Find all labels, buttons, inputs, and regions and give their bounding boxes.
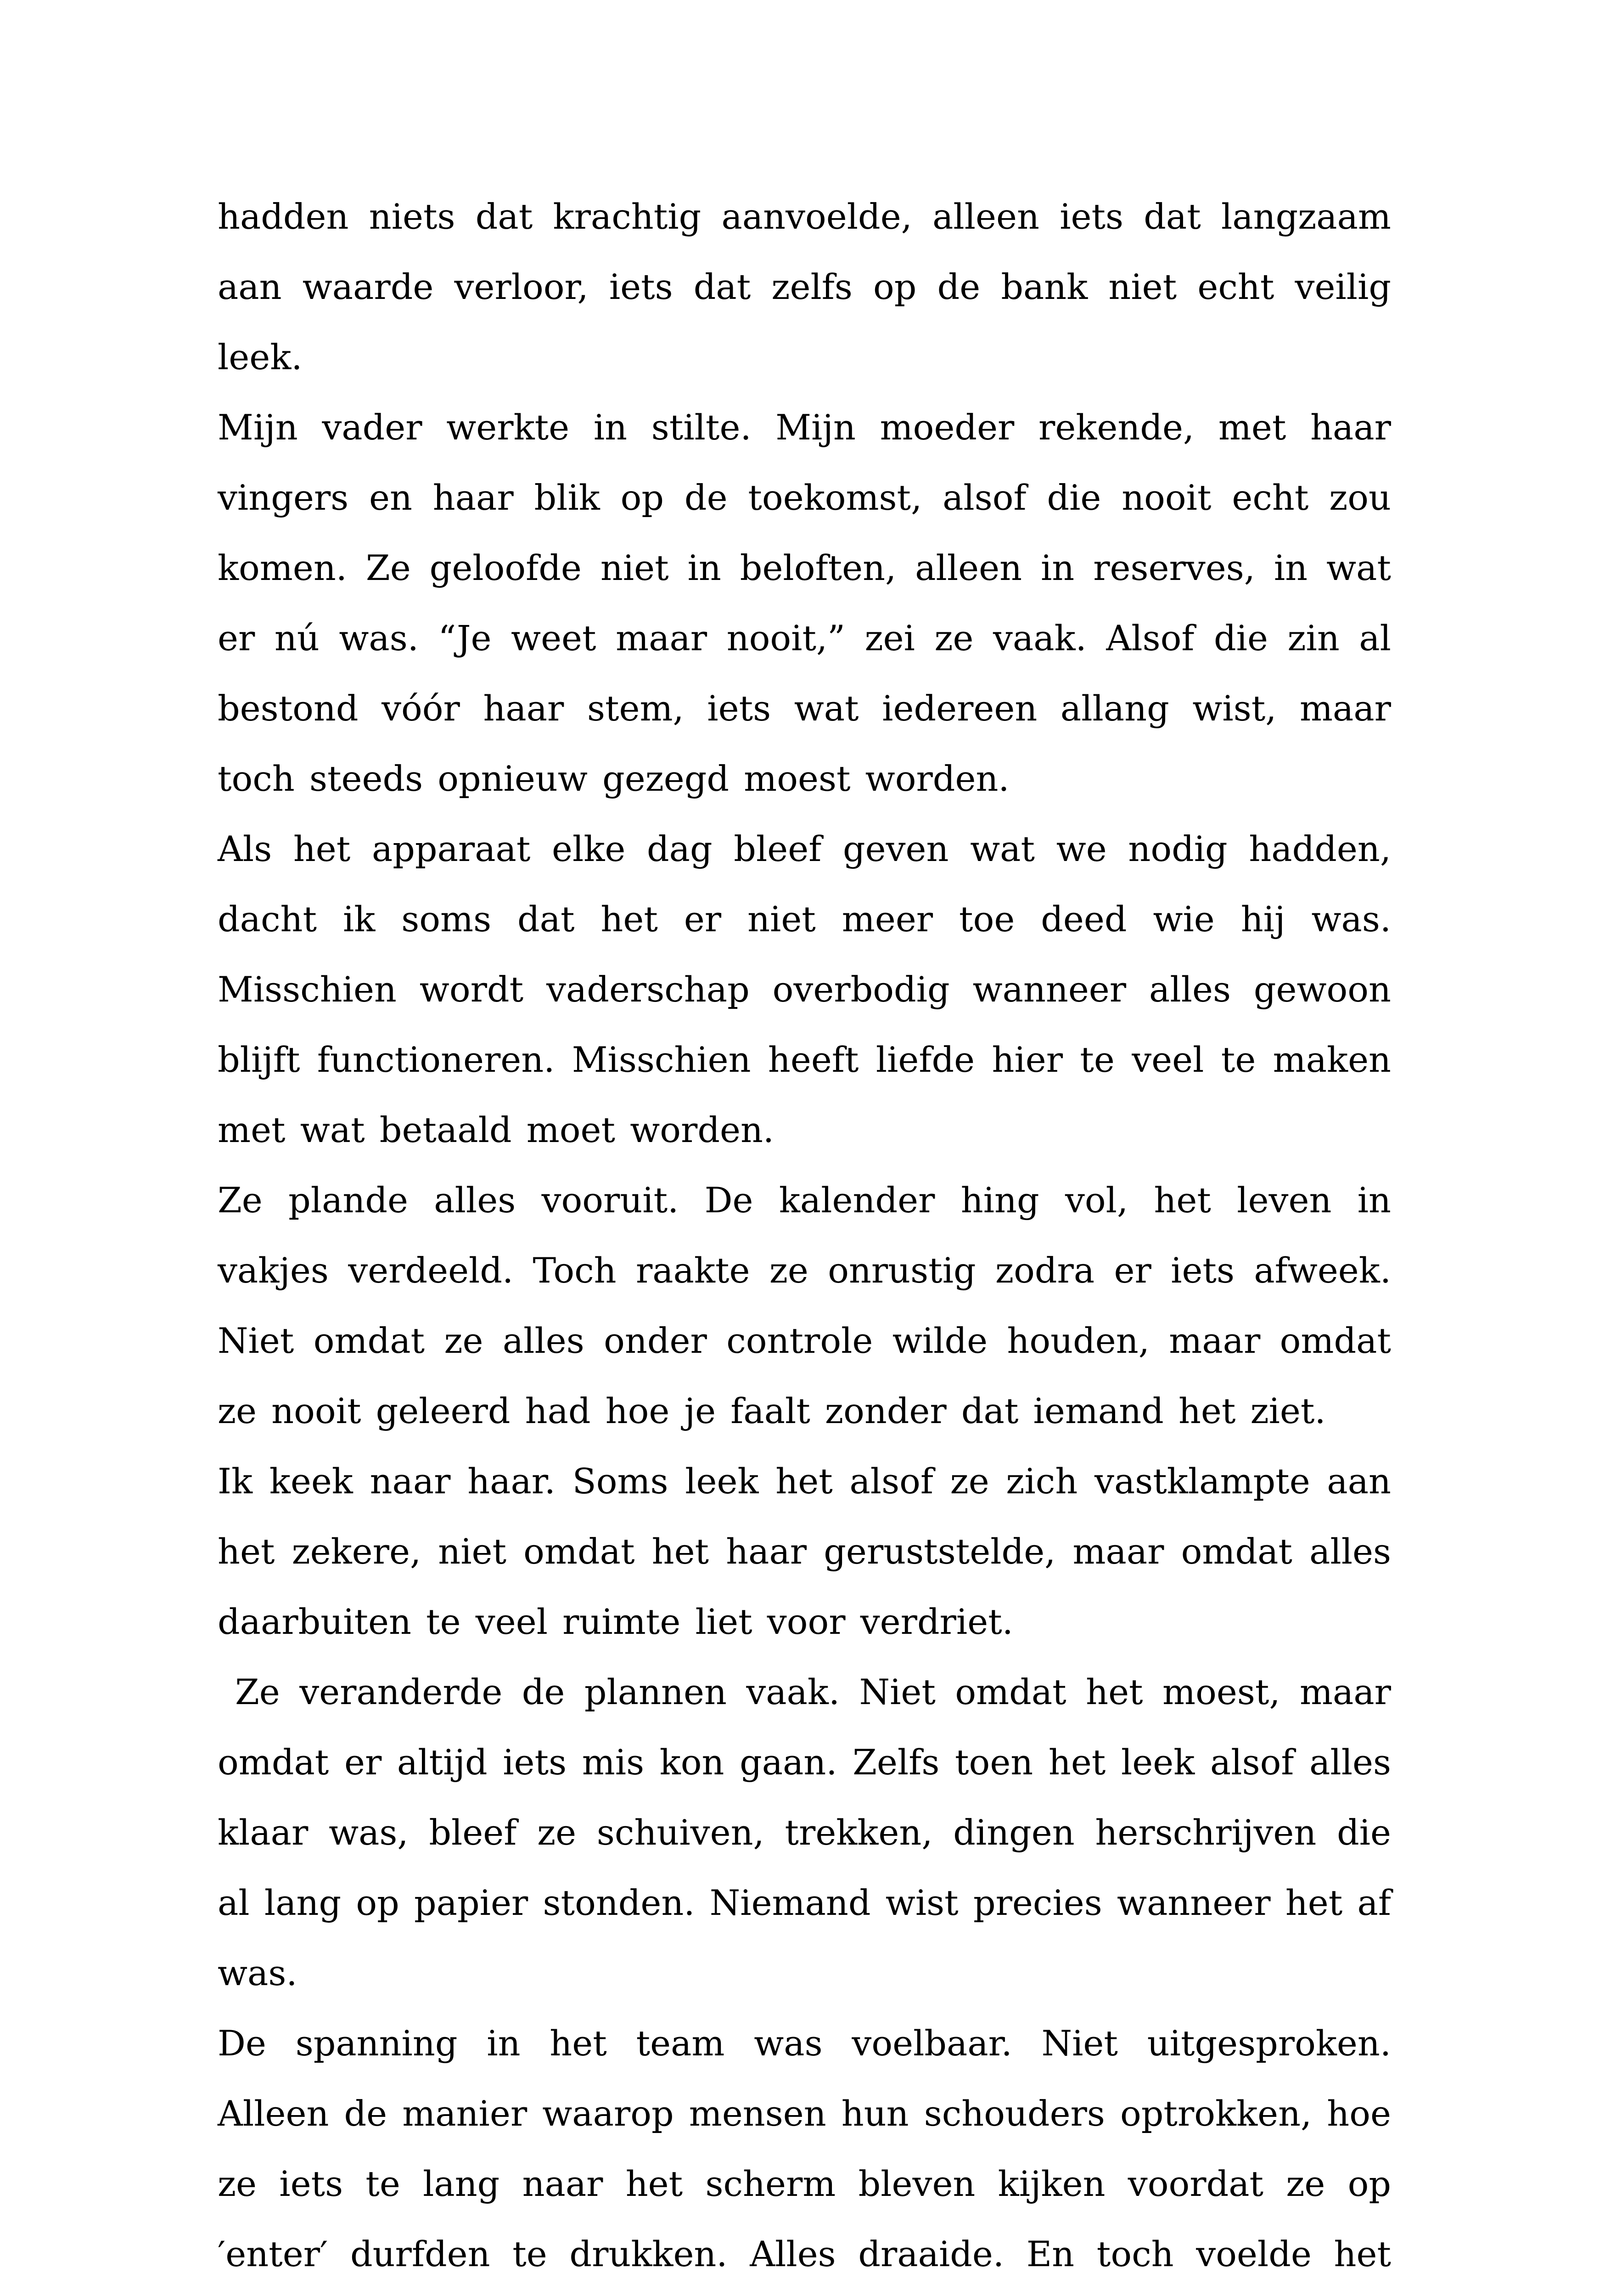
body-text bbox=[218, 181, 1391, 2296]
paragraph: Ik keek naar haar. Soms leek het alsof ze zich vastklampte aan het zekere, niet omdat het haar geruststelde, maar omdat alles daarbuiten te veel ruimte liet voor verdriet. bbox=[218, 1461, 1391, 1642]
paragraph: Ze veranderde de plannen vaak. Niet omdat het moest, maar omdat er altijd iets mis kon gaan. Zelfs toen het leek alsof alles klaar was, bleef ze schuiven, trekken, dingen herschrijven die al lang op papier stonden. Niemand wist precies wanneer het af was. bbox=[218, 1671, 1391, 1993]
paragraph: hadden niets dat krachtig aanvoelde, alleen iets dat langzaam aan waarde verloor, iets dat zelfs op de bank niet echt veilig leek. bbox=[218, 196, 1391, 377]
paragraph: Mijn vader werkte in stilte. Mijn moeder rekende, met haar vingers en haar blik op de toekomst, alsof die nooit echt zou komen. Ze geloofde niet in beloften, alleen in reserves, in wat er nú was. “Je weet maar nooit,” zei ze vaak. Alsof die zin al bestond vóór haar stem, iets wat iedereen allang wist, maar toch steeds opnieuw gezegd moest worden. bbox=[218, 407, 1391, 799]
paragraph: Ze plande alles vooruit. De kalender hing vol, het leven in vakjes verdeeld. Toch raakte ze onrustig zodra er iets afweek. Niet omdat ze alles onder controle wilde houden, maar omdat ze nooit geleerd had hoe je faalt zonder dat iemand het ziet. bbox=[218, 1180, 1391, 1431]
paragraph: Als het apparaat elke dag bleef geven wat we nodig hadden, dacht ik soms dat het er niet meer toe deed wie hij was. Misschien wordt vaderschap overbodig wanneer alles gewoon blijft functioneren. Misschien heeft liefde hier te veel te maken met wat betaald moet worden. bbox=[218, 828, 1391, 1150]
paragraph: De spanning in het team was voelbaar. Niet uitgesproken. Alleen de manier waarop mensen hun schouders optrokken, hoe ze iets te lang naar het scherm bleven kijken voordat ze op ′enter′ durfden te drukken. Alles draaide. En toch voelde het bbox=[218, 2023, 1391, 2274]
